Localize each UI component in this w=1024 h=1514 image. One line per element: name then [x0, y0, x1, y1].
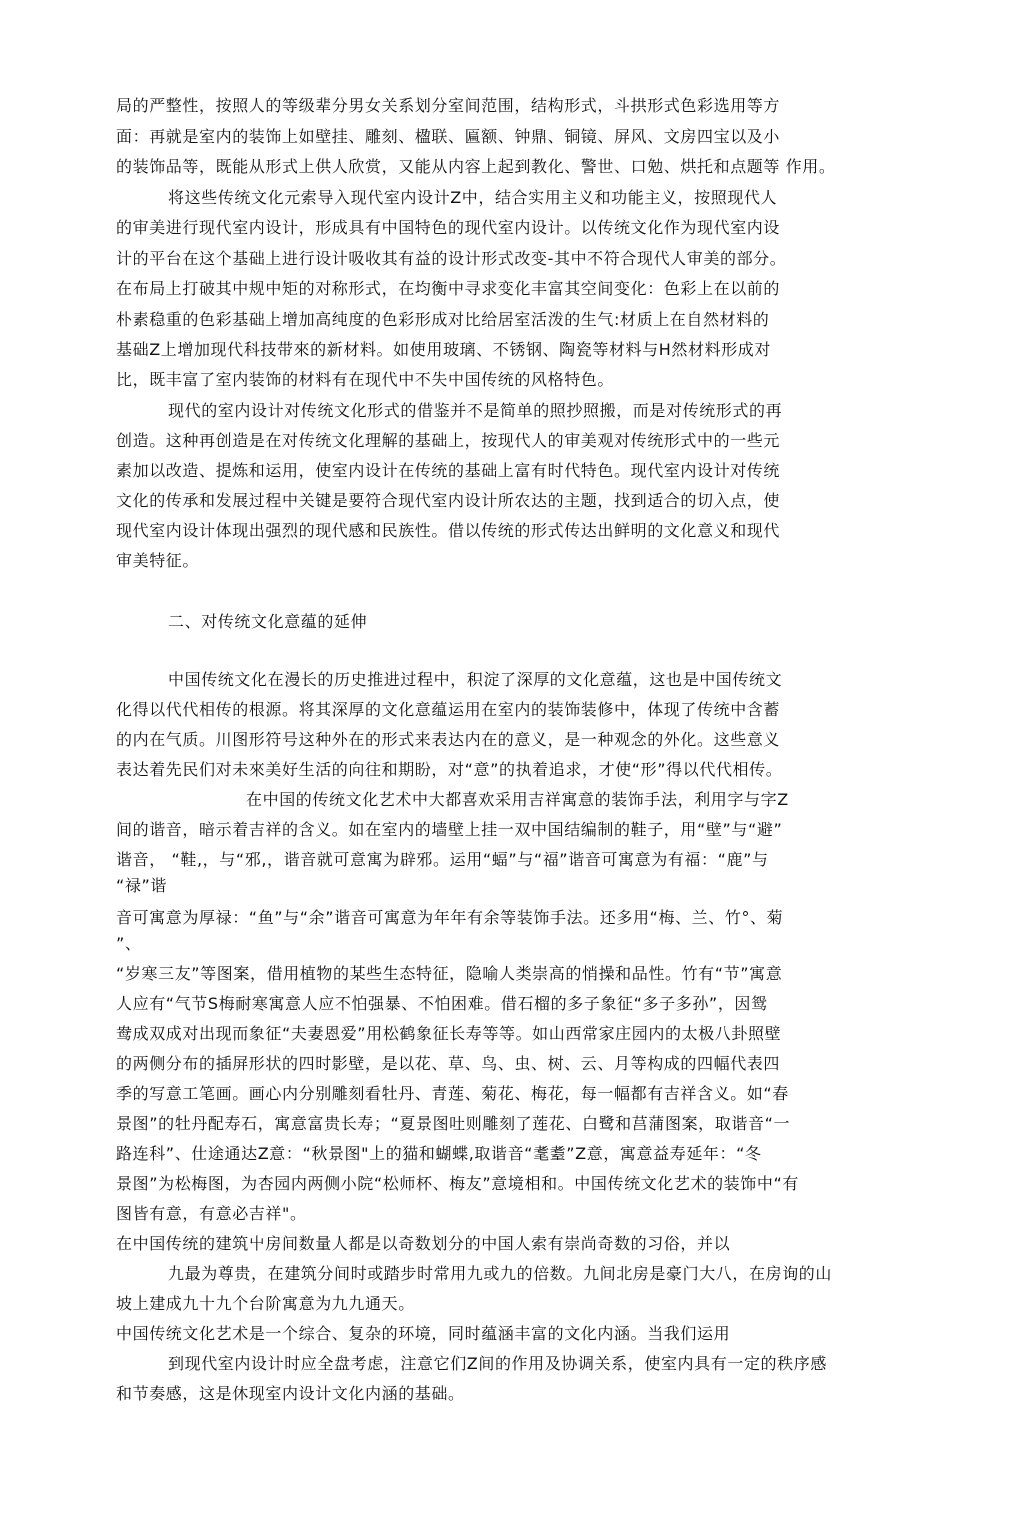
text-line: 和节奏感，这是休现室内设计文化内涵的基础。: [116, 1384, 465, 1403]
text-line: 局的严整性，按照人的等级辈分男女关系划分室间范围，结构形式，斗拱形式色彩选用等方: [116, 96, 781, 115]
text-line: 素加以改造、提炼和运用，使室内设计在传统的基础上富有时代特色。现代室内设计对传统: [116, 461, 781, 480]
text-line: 坡上建成九十九个台阶寓意为九九通天。: [116, 1294, 415, 1313]
text-line: 在中国传统的建筑屮房间数量人都是以奇数划分的中国人索有崇尚奇数的习俗，并以: [116, 1234, 731, 1253]
text-line: 现代室内设计体现出强烈的现代感和民族性。借以传统的形式传达出鲜明的文化意义和现代: [116, 521, 781, 540]
text-line: 表达着先民们对未來美好生活的向往和期盼，对“意”的执着追求，才使“形”得以代代相传。: [116, 760, 783, 779]
paragraph-first-line: 中国传统文化在漫长的历史推进过程中，积淀了深厚的文化意蕴，这也是中国传统文: [168, 670, 783, 689]
text-line: 比，既丰富了室内装饰的材料有在现代中不失中国传统的风格特色。: [116, 370, 615, 389]
paragraph-first-line: 九最为尊贵，在建筑分间时或踏步时常用九或九的倍数。九间北房是豪门大八，在房询的山: [168, 1264, 833, 1283]
text-line: 鸯成双成对出现而象征“夫妻恩爱”用松鹤象征长寿等等。如山西常家庄园内的太极八卦照壁: [116, 1024, 782, 1043]
text-line: “禄”谐: [116, 876, 167, 895]
text-line: 人应有“气节S梅耐寒寓意人应不怕强暴、不怕困难。借石榴的多子象征“多子多孙”，因鸳: [116, 994, 768, 1013]
paragraph-first-line: 在中国的传统文化艺术中大都喜欢采用吉祥寓意的装饰手法，利用字与字Z: [246, 790, 789, 809]
text-line: 计的平台在这个基础上进行设计吸收其有益的设计形式改变-其中不符合现代人审美的部分。: [116, 249, 787, 268]
text-line: 的内在气质。川图形符号这种外在的形式来表达内在的意义，是一种观念的外化。这些意义: [116, 730, 781, 749]
text-line: ”、: [116, 934, 142, 953]
paragraph-first-line: 将这些传统文化元索导入现代室内设计Z中，结合实用主义和功能主义，按照现代人: [168, 188, 778, 207]
text-line: 基础Z上增加现代科技带來的新材料。如使用玻璃、不锈钢、陶瓷等材料与H然材料形成对: [116, 340, 771, 359]
text-line: 的两侧分布的插屏形状的四时影壁，是以花、草、鸟、虫、树、云、月等构成的四幅代表四: [116, 1054, 781, 1073]
text-line: 的装饰品等，既能从形式上供人欣赏，又能从内容上起到教化、警世、口勉、烘托和点题等 作用。: [116, 157, 836, 176]
text-line: 景图”为松梅图，为杏园内两侧小院“松师杯、梅友”意境相和。中国传统文化艺术的装饰中“有: [116, 1174, 799, 1193]
text-line: 化得以代代相传的根源。将其深厚的文化意蕴运用在室内的装饰装修中，体现了传统中含蓄: [116, 700, 781, 719]
text-line: 在布局上打破其中规中矩的对称形式，在均衡中寻求变化丰富其空间变化：色彩上在以前的: [116, 279, 781, 298]
text-line: 文化的传承和发展过程中关键是要符合现代室内设计所农达的主题，找到适合的切入点，使: [116, 491, 781, 510]
text-line: 创造。这种再创造是在对传统文化理解的基础上，按现代人的审美观对传统形式中的一些元: [116, 431, 781, 450]
text-line: 路连科”、仕途通达Z意：“秋景图"上的猫和蝴蝶,取谐音“耄耋”Z意，寓意益寿延年：“冬: [116, 1144, 762, 1163]
text-line: 图皆有意，有意必吉祥"。: [116, 1204, 307, 1223]
text-line: 音可寓意为厚禄：“鱼”与“余”谐音可寓意为年年有余等装饰手法。还多用“梅、兰、竹°、菊: [116, 908, 784, 927]
paragraph-first-line: 现代的室内设计对传统文化形式的借鉴并不是简单的照抄照搬，而是对传统形式的再: [168, 401, 783, 420]
text-line: 季的写意工笔画。画心内分别雕刻看牡丹、青莲、菊花、梅花，每一幅都有吉祥含义。如“春: [116, 1084, 789, 1103]
paragraph-first-line: 到现代室内设计时应全盘考虑，注意它们Z间的作用及协调关系，使室内具有一定的秩序感: [168, 1354, 827, 1373]
text-line: 景图”的牡丹配寿石，寓意富贵长寿；“夏景图吐则雕刻了莲花、白鹭和莒蒲图案，取谐音“一: [116, 1114, 791, 1133]
text-line: 朴素稳重的色彩基础上增加高纯度的色彩形成对比给居室活泼的生气:材质上在自然材料的: [116, 310, 770, 329]
text-line: 审美特征。: [116, 551, 200, 570]
text-line: 面：再就是室内的装饰上如壁挂、雕刻、楹联、匾额、钟鼎、铜镜、屏风、文房四宝以及小: [116, 127, 781, 146]
text-line: 中国传统文化艺术是一个综合、复杂的环境，同时蕴涵丰富的文化内涵。当我们运用: [116, 1324, 731, 1343]
section-heading: 二、对传统文化意蕴的延伸: [168, 612, 368, 631]
text-line: 的审美进行现代室内设计，形成具有中国特色的现代室内设计。以传统文化作为现代室内设: [116, 218, 781, 237]
text-line: “岁寒三友”等图案，借用植物的某些生态特征，隐喻人类崇高的悄操和品性。竹有“节”寓意: [116, 964, 783, 983]
text-line: 间的谐音，暗示着吉祥的含义。如在室内的墙壁上挂一双中国结编制的鞋子，用“壁”与“避”: [116, 820, 783, 839]
text-line: 谐音， “鞋,，与“邪,，谐音就可意寓为辟邪。运用“蝠”与“福”谐音可寓意为有福：“鹿”与: [116, 850, 769, 869]
